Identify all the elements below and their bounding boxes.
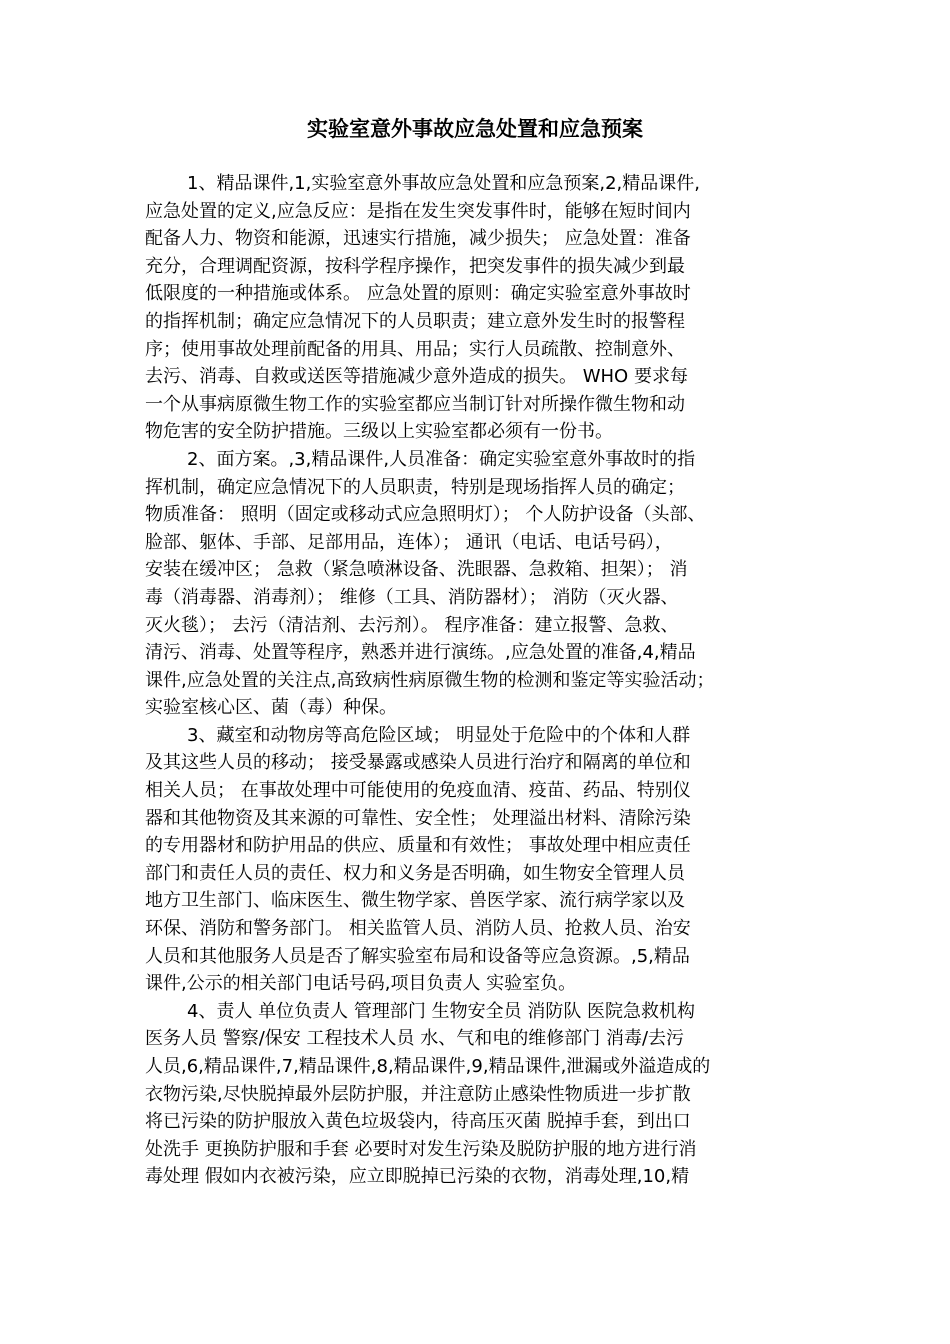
text-line: 将已污染的防护服放入黄色垃圾袋内，待高压灭菌 脱掉手套，到出口 [145, 1111, 691, 1133]
text-line: 去污、消毒、自救或送医等措施减少意外造成的损失。 WHO 要求每 [145, 366, 688, 388]
text-line: 衣物污染,尽快脱掉最外层防护服，并注意防止感染性物质进一步扩散 [145, 1083, 691, 1105]
text-line: 物危害的安全防护措施。三级以上实验室都必须有一份书。 [145, 421, 613, 443]
text-line: 课件,公示的相关部门电话号码,项目负责人 实验室负。 [145, 973, 577, 995]
text-line: 配备人力、物资和能源，迅速实行措施，减少损失； 应急处置：准备 [145, 228, 691, 250]
text-line: 3、藏室和动物房等高危险区域； 明显处于危险中的个体和人群 [187, 724, 691, 746]
text-line: 2、面方案。,3,精品课件,人员准备：确定实验室意外事故时的指 [187, 448, 696, 470]
text-line: 的专用器材和防护用品的供应、质量和有效性； 事故处理中相应责任 [145, 835, 691, 857]
text-line: 安装在缓冲区； 急救（紧急喷淋设备、洗眼器、急救箱、担架）； 消 [145, 559, 688, 581]
text-line: 一个从事病原微生物工作的实验室都应当制订针对所操作微生物和动 [145, 393, 685, 415]
text-line: 序；使用事故处理前配备的用具、用品；实行人员疏散、控制意外、 [145, 338, 685, 360]
document-title: 实验室意外事故应急处置和应急预案 [307, 117, 643, 141]
text-line: 相关人员； 在事故处理中可能使用的免疫血清、疫苗、药品、特别仪 [145, 780, 691, 802]
text-line: 课件,应急处置的关注点,高致病性病原微生物的检测和鉴定等实验活动； [145, 669, 715, 691]
text-line: 地方卫生部门、临床医生、微生物学家、兽医学家、流行病学家以及 [145, 890, 685, 912]
text-line: 处洗手 更换防护服和手套 必要时对发生污染及脱防护服的地方进行消 [145, 1138, 697, 1160]
text-line: 实验室核心区、菌（毒）种保。 [145, 697, 397, 719]
text-line: 毒（消毒器、消毒剂）； 维修（工具、消防器材）； 消防（灭火器、 [145, 586, 679, 608]
text-line: 挥机制，确定应急情况下的人员职责，特别是现场指挥人员的确定； [145, 476, 685, 498]
text-line: 人员和其他服务人员是否了解实验室布局和设备等应急资源。,5,精品 [145, 945, 690, 967]
text-line: 部门和责任人员的责任、权力和义务是否明确，如生物安全管理人员 [145, 862, 685, 884]
text-line: 器和其他物资及其来源的可靠性、安全性； 处理溢出材料、清除污染 [145, 807, 691, 829]
text-line: 医务人员 警察/保安 工程技术人员 水、气和电的维修部门 消毒/去污 [145, 1028, 685, 1050]
text-line: 应急处置的定义,应急反应：是指在发生突发事件时，能够在短时间内 [145, 200, 691, 222]
text-line: 人员,6,精品课件,7,精品课件,8,精品课件,9,精品课件,泄漏或外溢造成的 [145, 1056, 711, 1077]
text-line: 物质准备： 照明（固定或移动式应急照明灯）； 个人防护设备（头部、 [145, 504, 706, 526]
text-line: 的指挥机制；确定应急情况下的人员职责；建立意外发生时的报警程 [145, 310, 685, 332]
text-line: 充分，合理调配资源，按科学程序操作，把突发事件的损失减少到最 [145, 255, 685, 277]
document-body [145, 170, 820, 1191]
text-line: 1、精品课件,1,实验室意外事故应急处置和应急预案,2,精品课件, [187, 173, 700, 194]
text-line: 4、责人 单位负责人 管理部门 生物安全员 消防队 医院急救机构 [187, 1000, 696, 1022]
text-line: 灭火毯）； 去污（清洁剂、去污剂）。 程序准备：建立报警、急救、 [145, 614, 679, 636]
text-line: 环保、消防和警务部门。 相关监管人员、消防人员、抢救人员、治安 [145, 918, 691, 940]
text-line: 清污、消毒、处置等程序，熟悉并进行演练。,应急处置的准备,4,精品 [145, 642, 696, 664]
text-line: 及其这些人员的移动； 接受暴露或感染人员进行治疗和隔离的单位和 [145, 752, 691, 774]
text-line: 脸部、躯体、手部、足部用品，连体）； 通讯（电话、电话号码）， [145, 531, 673, 553]
text-line: 低限度的一种措施或体系。 应急处置的原则：确定实验室意外事故时 [145, 283, 691, 305]
text-line: 毒处理 假如内衣被污染，应立即脱掉已污染的衣物，消毒处理,10,精 [145, 1166, 690, 1188]
